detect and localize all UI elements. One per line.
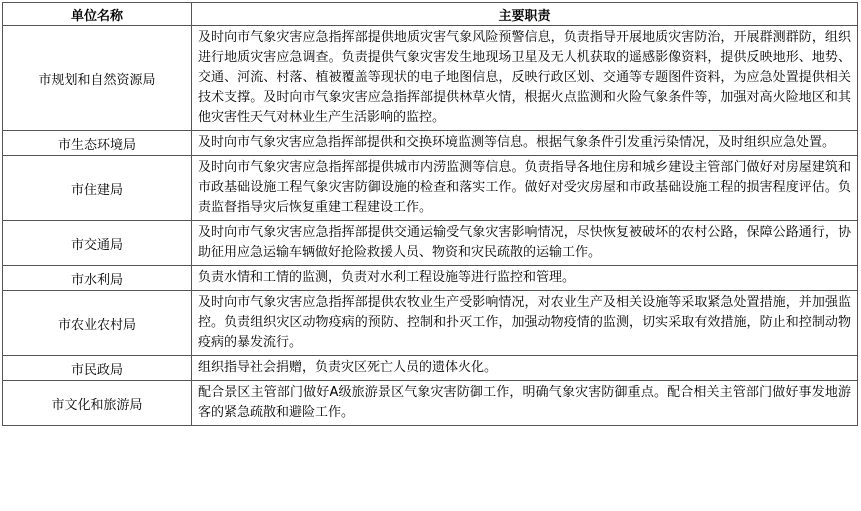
duty-cell: 负责水情和工情的监测，负责对水利工程设施等进行监控和管理。 <box>192 266 858 291</box>
unit-cell: 市交通局 <box>3 221 192 266</box>
unit-cell: 市水利局 <box>3 266 192 291</box>
table-row <box>3 221 858 266</box>
duty-cell: 及时向市气象灾害应急指挥部提供交通运输受气象灾害影响情况，尽快恢复被破坏的农村公路，保障公路通行，协助征用应急运输车辆做好抢险救援人员、物资和灾民疏散的运输工作。 <box>192 221 858 266</box>
table-row <box>3 381 858 426</box>
duty-cell: 及时向市气象灾害应急指挥部提供地质灾害气象风险预警信息，负责指导开展地质灾害防治，开展群测群防，组织进行地质灾害应急调查。负责提供气象灾害发生地现场卫星及无人机获取的遥感影像资料，提供反映地形、地势、交通、河流、村落、植被覆盖等现状的电子地图信息，反映行政区划、交通等专题图件资料，为应急处置提供相关技术支撑。及时向市气象灾害应急指挥部提供林草火情，根据火点监测和火险气象条件等，加强对高火险地区和其他灾害性天气对林业生产生活影响的监控。 <box>192 26 858 131</box>
unit-cell: 市文化和旅游局 <box>3 381 192 426</box>
table-row <box>3 356 858 381</box>
duty-cell: 及时向市气象灾害应急指挥部提供城市内涝监测等信息。负责指导各地住房和城乡建设主管部门做好对房屋建筑和市政基础设施工程气象灾害防御设施的检查和落实工作。做好对受灾房屋和市政基础设施工程的损害程度评估。负责监督指导灾后恢复重建工程建设工作。 <box>192 156 858 221</box>
duty-cell: 及时向市气象灾害应急指挥部提供农牧业生产受影响情况，对农业生产及相关设施等采取紧急处置措施，并加强监控。负责组织灾区动物疫病的预防、控制和扑灭工作，加强动物疫情的监测，切实采取有效措施，防止和控制动物疫病的暴发流行。 <box>192 291 858 356</box>
table-row <box>3 131 858 156</box>
unit-cell: 市民政局 <box>3 356 192 381</box>
duty-cell: 配合景区主管部门做好A级旅游景区气象灾害防御工作，明确气象灾害防御重点。配合相关主管部门做好事发地游客的紧急疏散和避险工作。 <box>192 381 858 426</box>
unit-cell: 市规划和自然资源局 <box>3 26 192 131</box>
table-row <box>3 291 858 356</box>
header-main-duties: 主要职责 <box>192 3 858 26</box>
table-row <box>3 266 858 291</box>
table-row <box>3 26 858 131</box>
table-row <box>3 156 858 221</box>
table-header-row <box>3 3 858 26</box>
unit-cell: 市生态环境局 <box>3 131 192 156</box>
responsibility-table <box>2 2 858 426</box>
duty-cell: 及时向市气象灾害应急指挥部提供和交换环境监测等信息。根据气象条件引发重污染情况，及时组织应急处置。 <box>192 131 858 156</box>
header-unit-name: 单位名称 <box>3 3 192 26</box>
unit-cell: 市住建局 <box>3 156 192 221</box>
unit-cell: 市农业农村局 <box>3 291 192 356</box>
duty-cell: 组织指导社会捐赠，负责灾区死亡人员的遗体火化。 <box>192 356 858 381</box>
